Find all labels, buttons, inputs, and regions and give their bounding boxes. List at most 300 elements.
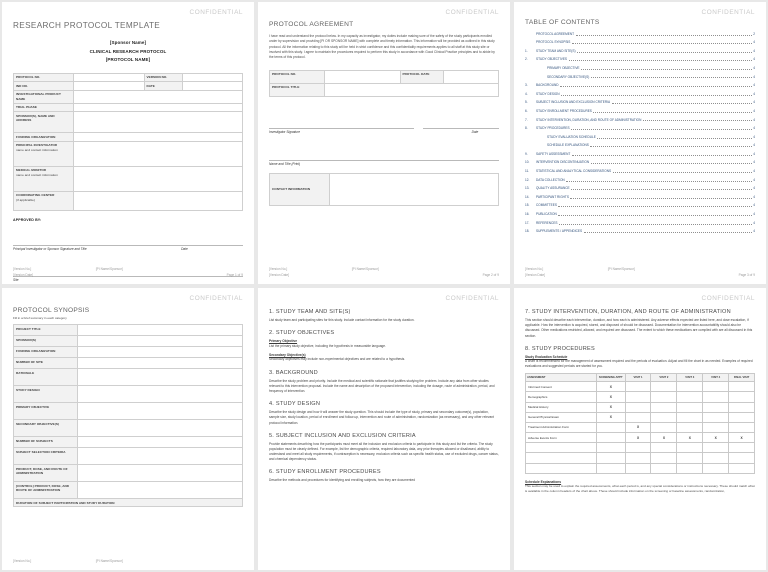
assessment-label: General Physical Exam xyxy=(526,412,597,422)
field-value[interactable] xyxy=(78,420,243,437)
field-value[interactable] xyxy=(73,191,242,210)
toc-leader-dots xyxy=(591,160,752,165)
schedule-empty-cell[interactable] xyxy=(729,392,755,402)
toc-entry[interactable] xyxy=(525,91,755,97)
field-value[interactable] xyxy=(73,141,242,166)
toc-entry-label: PUBLICATION xyxy=(536,212,557,217)
table-row xyxy=(14,403,243,420)
assessment-label: Demographics xyxy=(526,392,597,402)
footer-pi-name: [PI Name/Sponsor] xyxy=(607,267,635,271)
toc-entry[interactable] xyxy=(525,143,755,149)
field-value[interactable] xyxy=(78,448,243,465)
protocol-section xyxy=(269,401,499,426)
toc-entry[interactable] xyxy=(525,177,755,183)
field-value[interactable] xyxy=(78,347,243,358)
toc-entry[interactable] xyxy=(525,134,755,140)
toc-entry-label: SUPPLEMENTS / APPENDICES xyxy=(536,229,583,234)
table-row xyxy=(270,173,499,205)
table-row xyxy=(526,422,755,432)
field-label: FUNDING ORGANIZATION xyxy=(14,133,74,141)
section-paragraph: Provide statements describing how the participants must meet all the inclusion and exclusion criteria to participate in this study and list the criteria. The study population must be clearly defined. For example, list the demographic criteria, required laboratory data, any prior therapies allowed or disallowed, ability to understand and meet all study requirements, if contraception is necessary, exclusion criteria such as specific health status, use of excluded drugs, cancer status, and chemical dependency status. xyxy=(269,441,499,462)
schedule-empty-cell[interactable] xyxy=(703,382,729,392)
investigator-signature-line[interactable] xyxy=(269,117,414,129)
toc-entry-label: STUDY PROCEDURES xyxy=(536,126,570,131)
field-value[interactable] xyxy=(183,82,243,90)
toc-entry-label: COMMITTEES xyxy=(536,203,557,208)
toc-entry-page: 4 xyxy=(753,117,755,122)
signature-caption-left: Principal Investigator or Sponsor Signature and Title xyxy=(13,246,87,251)
field-label: DATE xyxy=(144,82,183,90)
signature-caption-date: Date xyxy=(181,246,188,251)
schedule-empty-cell[interactable] xyxy=(651,412,677,422)
schedule-empty-cell[interactable] xyxy=(703,443,729,453)
toc-entry-page: 4 xyxy=(753,177,755,182)
schedule-empty-cell[interactable] xyxy=(651,443,677,453)
toc-entry-page: 4 xyxy=(753,100,755,105)
field-label: NUMBER OF SITE xyxy=(14,358,78,369)
toc-entry-label: STUDY EVALUATION SCHEDULE xyxy=(547,134,596,139)
toc-leader-dots xyxy=(561,91,752,96)
schedule-empty-cell[interactable] xyxy=(703,422,729,432)
field-value[interactable] xyxy=(78,369,243,386)
toc-entry[interactable] xyxy=(525,203,755,209)
toc-leader-dots xyxy=(576,31,752,36)
toc-entry-number: 11. xyxy=(525,169,530,174)
toc-entry-label: DATA COLLECTION xyxy=(536,177,565,182)
table-row xyxy=(526,392,755,402)
schedule-mark-cell[interactable]: X xyxy=(677,433,703,443)
protocol-sections xyxy=(269,309,499,484)
toc-entry-page: 4 xyxy=(753,40,755,45)
cover-line-name: [PROTOCOL NAME] xyxy=(105,57,151,63)
toc-entry[interactable] xyxy=(525,100,755,106)
section-paragraph: Describe the methods and procedures for identifying and enrolling subjects, how they are documented xyxy=(269,478,416,483)
table-row xyxy=(14,73,243,81)
protocol-section xyxy=(269,330,499,362)
field-value[interactable] xyxy=(78,403,243,420)
schedule-mark-cell[interactable]: X xyxy=(596,392,625,402)
toc-entry[interactable] xyxy=(525,194,755,200)
column-header: FINAL VISIT xyxy=(729,373,755,382)
study-evaluation-schedule-table xyxy=(525,373,755,474)
table-row xyxy=(14,103,243,111)
field-value[interactable] xyxy=(324,70,400,83)
schedule-empty-cell[interactable] xyxy=(625,392,651,402)
page-footer xyxy=(13,267,243,277)
column-header: ASSESSMENT xyxy=(526,373,597,382)
document-page-2[interactable] xyxy=(258,2,510,284)
schedule-empty-cell[interactable] xyxy=(596,453,625,463)
study-evaluation-schedule-text: A chart is recommended for the management of assessment required and the periods of evaluation. Adjust and fill the chart in as needed. Examples of required evaluations and suggested periods are started for you. xyxy=(525,359,753,369)
toc-entry[interactable] xyxy=(525,229,755,235)
section-paragraph-7: This section should describe each intervention, duration, and how each is administered. Any adverse effects expected are listed here, and dose escalation, if applicable. How the intervention is acquired, stored, and disposed of should be discussed. Documentation for intervention accountability should also be discussed. Other medications restricted, allowed, and required are discussed. The extent to which these medications are complied with are all discussed in this section. xyxy=(525,318,753,338)
table-row xyxy=(14,465,243,482)
name-title-label: Name and Title (Print) xyxy=(269,161,301,166)
toc-entry-page: 4 xyxy=(753,151,755,156)
schedule-empty-cell[interactable] xyxy=(596,433,625,443)
site-label: Site xyxy=(13,277,19,282)
schedule-empty-cell[interactable] xyxy=(677,443,703,453)
column-header: VISIT 4 xyxy=(703,373,729,382)
assessment-label xyxy=(526,453,597,463)
signature-caption xyxy=(13,247,243,251)
schedule-empty-cell[interactable] xyxy=(677,392,703,402)
field-label-text: COORDINATING CENTER xyxy=(16,193,55,198)
table-row xyxy=(14,141,243,166)
schedule-empty-cell[interactable] xyxy=(677,382,703,392)
toc-entry-page: 4 xyxy=(753,143,755,148)
toc-entry-page: 4 xyxy=(753,83,755,88)
schedule-mark-cell[interactable]: X xyxy=(625,433,651,443)
schedule-empty-cell[interactable] xyxy=(625,412,651,422)
cover-line-sponsor: [Sponsor Name] xyxy=(109,40,147,45)
column-header: VISIT 2 xyxy=(651,373,677,382)
field-label: INVESTIGATIONAL PRODUCT NAME xyxy=(14,90,74,103)
schedule-empty-cell[interactable] xyxy=(729,412,755,422)
toc-leader-dots xyxy=(593,108,751,113)
column-header: VISIT 3 xyxy=(677,373,703,382)
schedule-empty-cell[interactable] xyxy=(677,402,703,412)
schedule-empty-cell[interactable] xyxy=(703,453,729,463)
schedule-explanations-label: Schedule Explanations xyxy=(525,479,562,484)
field-value[interactable] xyxy=(73,73,144,81)
field-value[interactable] xyxy=(78,386,243,403)
schedule-empty-cell[interactable] xyxy=(651,392,677,402)
field-label xyxy=(14,191,74,210)
toc-entry-label: SCHEDULE EXPLANATIONS xyxy=(547,143,589,148)
section-paragraph: List study team and participating sites for this study. Include contact information for the study duration. xyxy=(269,318,415,322)
page-footer xyxy=(525,267,755,277)
table-row xyxy=(14,166,243,191)
toc-leader-dots xyxy=(570,194,751,199)
study-evaluation-schedule-label: Study Evaluation Schedule xyxy=(525,354,568,359)
field-label-text: PRINCIPAL INVESTIGATOR xyxy=(16,143,58,148)
schedule-empty-cell[interactable] xyxy=(651,402,677,412)
toc-entry-page: 4 xyxy=(753,74,755,79)
schedule-empty-cell[interactable] xyxy=(596,422,625,432)
toc-entry-page: 4 xyxy=(753,108,755,113)
page-title: TABLE OF CONTENTS xyxy=(525,19,600,26)
contact-information-value[interactable] xyxy=(329,173,498,205)
schedule-empty-cell[interactable] xyxy=(625,382,651,392)
signature-captions xyxy=(269,130,499,134)
field-label-sub: name and contact information xyxy=(16,172,58,177)
toc-entry[interactable] xyxy=(525,31,755,37)
toc-entry-label: STUDY TEAM AND SITE(S) xyxy=(536,48,576,53)
assessment-label: Medical History xyxy=(526,402,597,412)
field-label xyxy=(14,141,74,166)
schedule-empty-cell[interactable] xyxy=(729,463,755,473)
footer-version-date: [Version Date] xyxy=(13,273,34,277)
field-value[interactable] xyxy=(73,103,242,111)
field-label: PROTOCOL NO. xyxy=(14,73,74,81)
subsection-paragraph: List the primary study objective, including the hypothesis in measurable language. xyxy=(269,343,386,348)
toc-entry[interactable] xyxy=(525,169,755,175)
toc-entry[interactable] xyxy=(525,108,755,114)
table-row xyxy=(526,412,755,422)
field-label: IND NO. xyxy=(14,82,74,90)
section-heading-8: 8. STUDY PROCEDURES xyxy=(525,345,595,352)
section-heading: 3. BACKGROUND xyxy=(269,369,318,376)
toc-entry-number: 8. xyxy=(525,126,528,131)
section-paragraph: Describe the study design and how it will answer the study question. This should include the type of study, primary and secondary outcome(s), population, sample size, study location, period of enrollment and follow-up, intervention and route of administration, randomization (as necessary), and any other relevant protocol information. xyxy=(269,410,495,425)
toc-leader-dots xyxy=(560,83,752,88)
toc-entry-page: 2 xyxy=(753,31,755,36)
toc-entry-number: 12. xyxy=(525,177,530,182)
schedule-empty-cell[interactable] xyxy=(703,463,729,473)
confidential-watermark: CONFIDENTIAL xyxy=(701,295,755,302)
schedule-mark-cell[interactable]: X xyxy=(703,433,729,443)
schedule-empty-cell[interactable] xyxy=(703,412,729,422)
toc-entry-label: PRIMARY OBJECTIVE xyxy=(547,65,580,70)
toc-entry[interactable] xyxy=(525,186,755,192)
field-value[interactable] xyxy=(73,90,242,103)
toc-entry[interactable] xyxy=(525,117,755,123)
contact-information-table xyxy=(269,173,499,206)
schedule-mark-cell[interactable]: X xyxy=(625,422,651,432)
table-row xyxy=(14,82,243,90)
footer-version-no: [Version No.] xyxy=(525,267,544,271)
toc-leader-dots xyxy=(559,220,752,225)
table-row xyxy=(14,112,243,133)
field-value[interactable] xyxy=(73,82,144,90)
field-value[interactable] xyxy=(78,437,243,448)
document-page-3[interactable] xyxy=(514,2,766,284)
table-row xyxy=(14,336,243,347)
protocol-section xyxy=(269,309,499,323)
toc-entry-number: 13. xyxy=(525,186,530,191)
table-row xyxy=(526,433,755,443)
toc-leader-dots xyxy=(571,126,752,131)
section-heading: 6. STUDY ENROLLMENT PROCEDURES xyxy=(269,469,381,476)
field-label: STUDY DESIGN xyxy=(14,386,78,403)
schedule-empty-cell[interactable] xyxy=(729,443,755,453)
schedule-mark-cell[interactable]: X xyxy=(596,382,625,392)
subsection-paragraph: Secondary objectives may include non-experimental objectives and are related to a hypothesis. xyxy=(269,357,406,362)
toc-leader-dots xyxy=(613,169,752,174)
field-label: PRIMARY OBJECTIVE xyxy=(14,403,78,420)
table-row xyxy=(14,420,243,437)
toc-entry[interactable] xyxy=(525,151,755,157)
toc-leader-dots xyxy=(569,57,752,62)
toc-entry-number: 9. xyxy=(525,151,528,156)
schedule-empty-cell[interactable] xyxy=(703,392,729,402)
table-row xyxy=(270,83,499,96)
field-label: VERSION NO. xyxy=(144,73,183,81)
toc-entry-page: 4 xyxy=(753,48,755,53)
schedule-empty-cell[interactable] xyxy=(651,463,677,473)
section-heading: 1. STUDY TEAM AND SITE(S) xyxy=(269,309,351,315)
schedule-empty-cell[interactable] xyxy=(729,453,755,463)
column-header: VISIT 1 xyxy=(625,373,651,382)
field-value[interactable] xyxy=(78,358,243,369)
protocol-section xyxy=(269,370,499,395)
document-page-1[interactable] xyxy=(2,2,254,284)
schedule-empty-cell[interactable] xyxy=(625,443,651,453)
field-value[interactable] xyxy=(78,336,243,347)
schedule-empty-cell[interactable] xyxy=(677,412,703,422)
subsection-heading: Primary Objective xyxy=(269,339,298,344)
confidential-watermark: CONFIDENTIAL xyxy=(189,9,243,16)
toc-leader-dots xyxy=(572,151,752,156)
toc-entry-label: BACKGROUND xyxy=(536,83,559,88)
section-heading: 5. SUBJECT INCLUSION AND EXCLUSION CRITERIA xyxy=(269,432,416,439)
schedule-empty-cell[interactable] xyxy=(677,463,703,473)
signature-line[interactable] xyxy=(13,234,243,246)
schedule-empty-cell[interactable] xyxy=(596,463,625,473)
section-heading-7: 7. STUDY INTERVENTION, DURATION, AND ROUTE OF ADMINISTRATION xyxy=(525,309,731,315)
field-value[interactable] xyxy=(183,73,243,81)
schedule-empty-cell[interactable] xyxy=(703,402,729,412)
field-value[interactable] xyxy=(78,482,243,499)
toc-leader-dots xyxy=(597,134,751,139)
toc-entry-page: 4 xyxy=(753,65,755,70)
document-page-6[interactable] xyxy=(514,288,766,570)
toc-entry-number: 5. xyxy=(525,100,528,105)
section-paragraph: Describe the study problem and priority. Include the medical and scientific rationale that justifies studying the problem. Include any data from other studies relevant to this intervention proposal. Include the name and description of the proposed intervention, including the dosage, route of administration, period, and frequency of intervention. xyxy=(269,378,495,393)
field-label-sub: (if applicable) xyxy=(16,197,35,202)
toc-entry-number: 17. xyxy=(525,220,530,225)
toc-entry[interactable] xyxy=(525,160,755,166)
field-value[interactable] xyxy=(324,83,498,96)
toc-leader-dots xyxy=(572,40,752,45)
toc-entry-page: 4 xyxy=(753,203,755,208)
toc-entry[interactable] xyxy=(525,126,755,132)
assessment-label: Informed Consent xyxy=(526,382,597,392)
toc-leader-dots xyxy=(590,143,751,148)
toc-entry[interactable] xyxy=(525,40,755,46)
footer-pi-name: [PI Name/Sponsor] xyxy=(95,267,123,271)
schedule-empty-cell[interactable] xyxy=(729,402,755,412)
toc-entry[interactable] xyxy=(525,220,755,226)
table-row xyxy=(14,358,243,369)
field-label: NUMBER OF SUBJECTS xyxy=(14,437,78,448)
toc-entry-page: 4 xyxy=(753,91,755,96)
toc-entry[interactable] xyxy=(525,48,755,54)
schedule-empty-cell[interactable] xyxy=(625,453,651,463)
toc-entry-label: STUDY ENROLLMENT PROCEDURES xyxy=(536,108,592,113)
toc-entry-label: STUDY OBJECTIVES xyxy=(536,57,568,62)
assessment-label xyxy=(526,443,597,453)
toc-entry[interactable] xyxy=(525,83,755,89)
field-value[interactable] xyxy=(78,465,243,482)
page-footer xyxy=(269,267,499,277)
table-row xyxy=(14,191,243,210)
protocol-info-table xyxy=(269,70,499,97)
footer-version-date: [Version Date] xyxy=(525,273,546,277)
schedule-empty-cell[interactable] xyxy=(625,463,651,473)
footer-pi-name: [PI Name/Sponsor] xyxy=(95,559,123,563)
schedule-empty-cell[interactable] xyxy=(625,402,651,412)
field-label: RATIONALE xyxy=(14,369,78,386)
page-title: PROTOCOL SYNOPSIS xyxy=(13,307,90,314)
site-caption xyxy=(13,278,243,282)
footer-pi-name: [PI Name/Sponsor] xyxy=(351,267,379,271)
toc-leader-dots xyxy=(643,117,752,122)
field-label: FUNDING ORGANIZATION xyxy=(14,347,78,358)
section-heading: 4. STUDY DESIGN xyxy=(269,401,321,408)
schedule-empty-cell[interactable] xyxy=(677,422,703,432)
schedule-empty-cell[interactable] xyxy=(651,422,677,432)
field-value[interactable] xyxy=(78,325,243,336)
toc-entry-page: 4 xyxy=(753,126,755,131)
document-page-5[interactable] xyxy=(258,288,510,570)
approved-by-label: APPROVED BY: xyxy=(13,217,42,222)
toc-entry-number: 1. xyxy=(525,48,528,53)
toc-entry-page: 4 xyxy=(753,220,755,225)
schedule-empty-cell[interactable] xyxy=(651,453,677,463)
schedule-mark-cell[interactable]: X xyxy=(651,433,677,443)
document-page-4[interactable] xyxy=(2,288,254,570)
table-row xyxy=(14,347,243,358)
toc-entry[interactable] xyxy=(525,57,755,63)
toc-entry-label: SECONDARY OBJECTIVE(S) xyxy=(547,74,590,79)
toc-entry[interactable] xyxy=(525,211,755,217)
confidential-watermark: CONFIDENTIAL xyxy=(445,295,499,302)
field-value[interactable] xyxy=(73,166,242,191)
column-header: SCREENING APPT xyxy=(596,373,625,382)
field-label: PROTOCOL TITLE xyxy=(270,83,325,96)
protocol-section xyxy=(269,469,499,483)
schedule-mark-cell[interactable]: X xyxy=(596,412,625,422)
table-row xyxy=(14,325,243,336)
schedule-empty-cell[interactable] xyxy=(596,443,625,453)
schedule-empty-cell[interactable] xyxy=(651,382,677,392)
confidential-watermark: CONFIDENTIAL xyxy=(701,9,755,16)
page-title: RESEARCH PROTOCOL TEMPLATE xyxy=(13,21,161,30)
table-row xyxy=(526,463,755,473)
field-label: SUBJECT SELECTION CRITERIA xyxy=(14,448,78,465)
toc-entry-number: 2. xyxy=(525,57,528,62)
toc-entry-page: 4 xyxy=(753,134,755,139)
table-row xyxy=(14,90,243,103)
toc-leader-dots xyxy=(558,211,752,216)
toc-entry-label: SAFETY ASSESSMENT xyxy=(536,151,571,156)
assessment-label: Treatment Administration Form xyxy=(526,422,597,432)
protocol-synopsis-table xyxy=(13,324,243,507)
toc-entry[interactable] xyxy=(525,65,755,71)
toc-entry-label: PARTICIPANT RIGHTS xyxy=(536,194,569,199)
name-title-line[interactable] xyxy=(269,149,499,161)
toc-entry-label: STATISTICAL AND ANALYTICAL CONSIDERATIONS xyxy=(536,169,612,174)
toc-leader-dots xyxy=(571,186,752,191)
field-value[interactable] xyxy=(73,112,242,133)
toc-entry-label: STUDY INTERVENTION, DURATION, AND ROUTE OF ADMINISTRATION xyxy=(536,117,642,122)
schedule-mark-cell[interactable]: X xyxy=(596,402,625,412)
toc-leader-dots xyxy=(591,74,752,79)
schedule-mark-cell[interactable]: X xyxy=(729,433,755,443)
toc-entry-number: 4. xyxy=(525,91,528,96)
table-row xyxy=(526,453,755,463)
toc-entry-number: 6. xyxy=(525,108,528,113)
field-value[interactable] xyxy=(73,133,242,141)
toc-entry-number: 3. xyxy=(525,83,528,88)
cover-info-table xyxy=(13,73,243,211)
footer-version-no: [Version No.] xyxy=(269,267,288,271)
section-heading: 2. STUDY OBJECTIVES xyxy=(269,330,335,337)
field-value[interactable] xyxy=(444,70,499,83)
toc-entry[interactable] xyxy=(525,74,755,80)
schedule-empty-cell[interactable] xyxy=(677,453,703,463)
field-label-sub: name and contact information xyxy=(16,147,58,152)
field-label: SPONSOR(S) xyxy=(14,336,78,347)
signature-date-line[interactable] xyxy=(423,117,499,129)
field-label: SECONDARY OBJECTIVE(S) xyxy=(14,420,78,437)
schedule-empty-cell[interactable] xyxy=(729,382,755,392)
confidential-watermark: CONFIDENTIAL xyxy=(189,295,243,302)
toc-entry-number: 7. xyxy=(525,117,528,122)
schedule-empty-cell[interactable] xyxy=(729,422,755,432)
